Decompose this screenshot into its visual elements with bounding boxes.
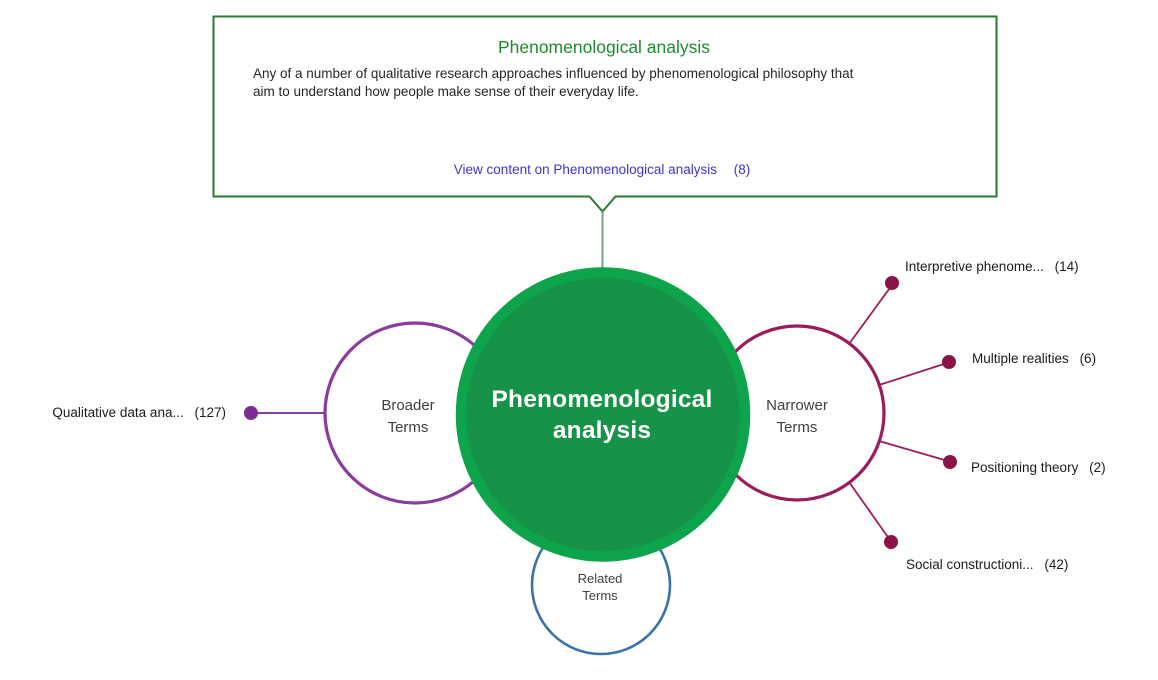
narrower-term-label-0[interactable]: Interpretive phenome... (905, 259, 1044, 274)
narrower-term-text-1 (972, 351, 1096, 366)
narrower-term-line-0 (849, 285, 892, 344)
definition-text-line2: aim to understand how people make sense of their everyday life. (253, 84, 639, 99)
narrower-term-dot-3[interactable] (884, 535, 898, 549)
broader-term-count[interactable]: (127) (194, 405, 226, 420)
narrower-term-dot-2[interactable] (943, 455, 957, 469)
narrower-term-count-1[interactable]: (6) (1079, 351, 1097, 366)
narrower-label-line1: Narrower (766, 397, 828, 414)
narrower-term-line-1 (879, 363, 947, 385)
narrower-term-count-3[interactable]: (42) (1044, 557, 1069, 572)
central-term-circle (461, 273, 745, 557)
view-content-link[interactable]: View content on Phenomenological analysis (453, 162, 717, 177)
narrower-term-count-2[interactable]: (2) (1089, 460, 1106, 475)
narrower-term-label-3[interactable]: Social constructioni... (906, 557, 1034, 572)
narrower-label-line2: Terms (776, 419, 818, 436)
broader-term-label[interactable]: Qualitative data ana... (52, 405, 184, 420)
broader-label-line1: Broader (381, 397, 435, 414)
view-content-count[interactable]: (8) (733, 162, 751, 177)
view-content-row (454, 162, 750, 177)
narrower-term-line-3 (849, 482, 890, 540)
broader-label-line2: Terms (387, 419, 429, 436)
central-term-label-line1: Phenomenological (491, 386, 713, 413)
definition-title: Phenomenological analysis (497, 37, 711, 57)
narrower-term-dot-1[interactable] (942, 355, 956, 369)
narrower-term-dot-0[interactable] (885, 276, 899, 290)
broader-term-dot[interactable] (244, 406, 258, 420)
narrower-term-label-1[interactable]: Multiple realities (972, 351, 1069, 366)
related-label-line1: Related (577, 571, 623, 586)
narrower-term-count-0[interactable]: (14) (1054, 259, 1079, 274)
narrower-term-line-2 (879, 441, 948, 461)
definition-text-line1: Any of a number of qualitative research approaches influenced by phenomenological philosophy that (253, 66, 854, 81)
narrower-term-text-0 (905, 259, 1079, 274)
narrower-term-text-3 (906, 557, 1068, 572)
central-term-label-line2: analysis (552, 417, 652, 444)
broader-term-text (52, 405, 226, 420)
related-label-line2: Terms (582, 588, 618, 603)
narrower-term-label-2[interactable]: Positioning theory (971, 460, 1079, 475)
narrower-term-text-2 (971, 460, 1106, 475)
